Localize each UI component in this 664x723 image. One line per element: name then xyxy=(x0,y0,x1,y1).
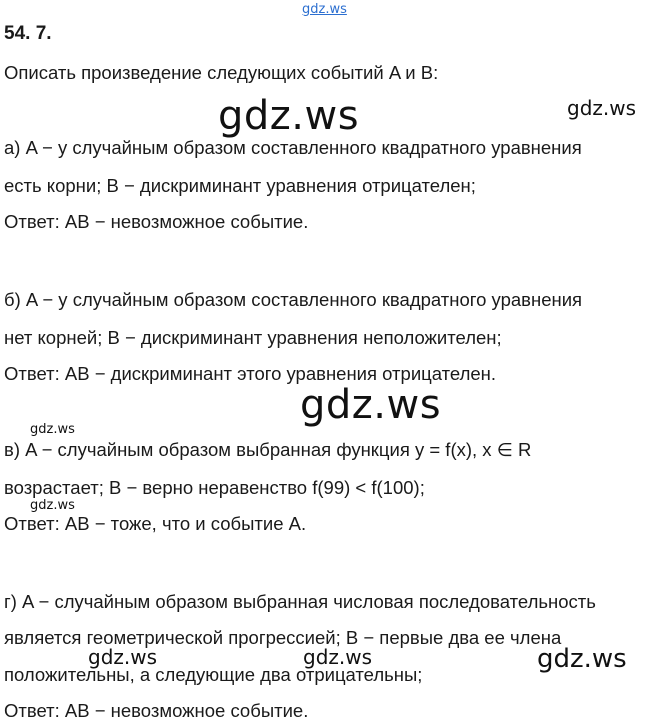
part-v-line2: возрастает; B − верно неравенство f(99) < f(100); xyxy=(4,477,425,498)
part-g-line3: положительны, а следующие два отрицательны; xyxy=(4,664,423,685)
watermark: gdz.ws xyxy=(30,422,75,437)
part-g-line1: г) A − случайным образом выбранная числовая последовательность xyxy=(4,591,596,612)
part-v-answer: Ответ: AB − тоже, что и событие A. xyxy=(4,513,307,534)
part-a-line2: есть корни; B − дискриминант уравнения отрицателен; xyxy=(4,175,476,196)
watermark: gdz.ws xyxy=(30,498,75,513)
watermark: gdz.ws xyxy=(300,382,442,428)
part-g-line2: является геометрической прогрессией; B − первые два ее члена xyxy=(4,627,562,648)
part-a-answer: Ответ: AB − невозможное событие. xyxy=(4,211,309,232)
part-g-answer: Ответ: AB − невозможное событие. xyxy=(4,700,309,721)
watermark-link-top[interactable]: gdz.ws xyxy=(302,2,347,17)
watermark: gdz.ws xyxy=(537,644,627,674)
problem-number: 54. 7. xyxy=(4,23,52,44)
watermark: gdz.ws xyxy=(88,645,158,669)
part-a-line1: а) A − у случайным образом составленного квадратного уравнения xyxy=(4,137,582,158)
problem-statement: Описать произведение следующих событий A и B: xyxy=(4,62,439,83)
part-v-line1: в) A − случайным образом выбранная функция y = f(x), x ∈ R xyxy=(4,439,532,460)
watermark: gdz.ws xyxy=(218,93,360,139)
part-b-answer: Ответ: AB − дискриминант этого уравнения отрицателен. xyxy=(4,363,497,384)
part-b-line2: нет корней; B − дискриминант уравнения неположителен; xyxy=(4,327,502,348)
watermark: gdz.ws xyxy=(303,645,373,669)
part-b-line1: б) A − у случайным образом составленного квадратного уравнения xyxy=(4,289,583,310)
watermark: gdz.ws xyxy=(567,96,637,120)
